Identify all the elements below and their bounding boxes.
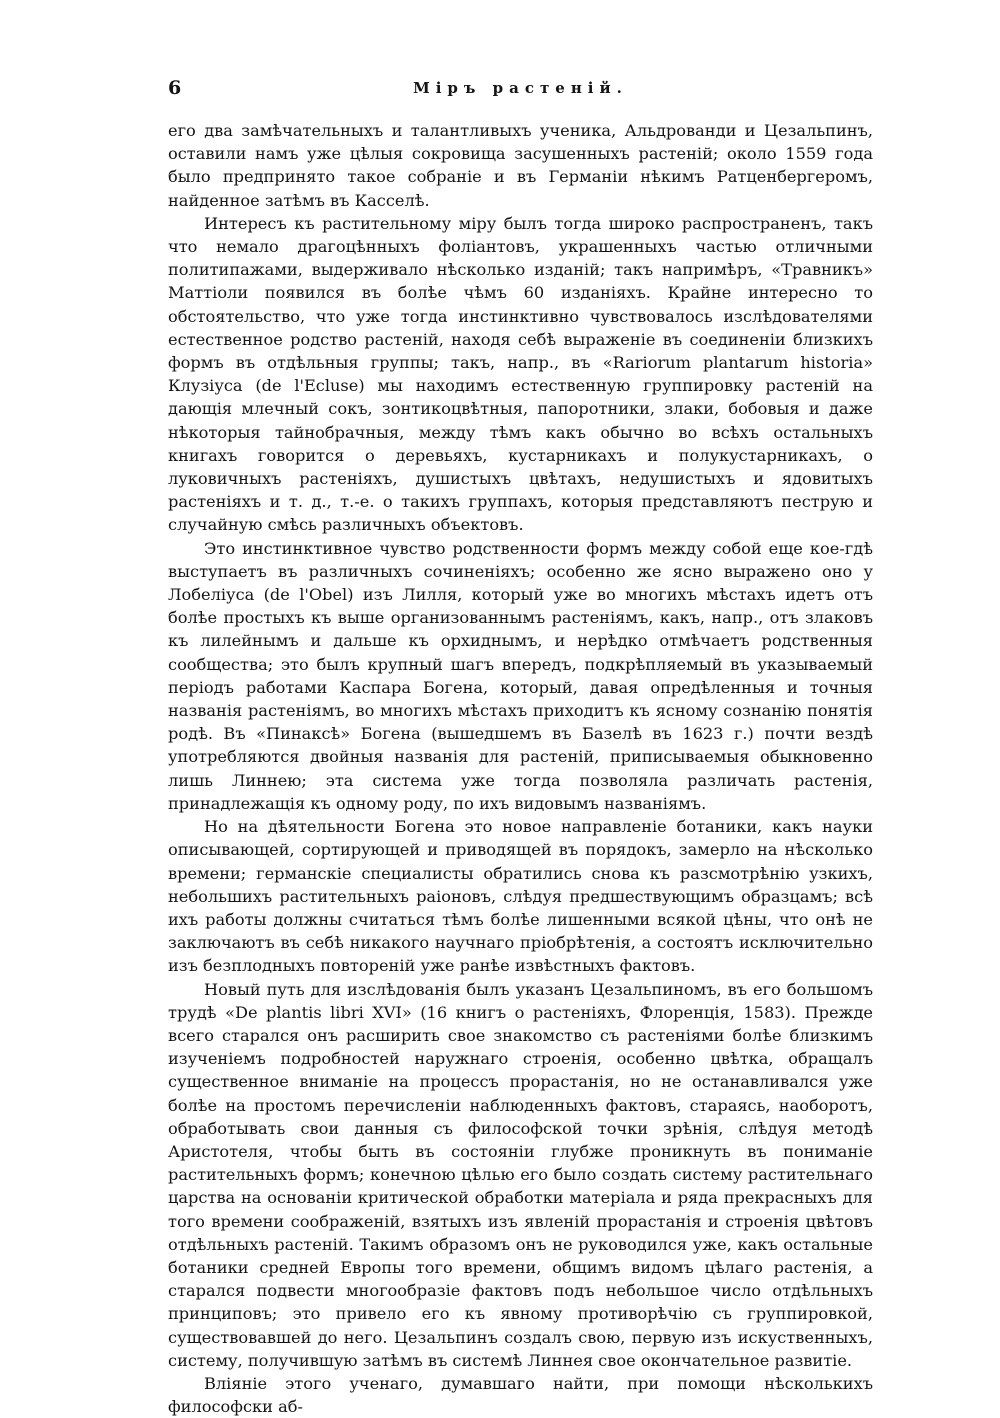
paragraph: Это инстинктивное чувство родственности формъ между собой еще кое-гдѣ выступаетъ въ различныхъ сочиненіяхъ; особенно же ясно выражено оно у Лобеліуса (de l'Obel) изъ Лилля, который уже во многихъ мѣстахъ идетъ отъ болѣе простыхъ къ выше организованнымъ растеніямъ, какъ, напр., отъ злаковъ къ лилейнымъ и дальше къ орхиднымъ, и нерѣдко отмѣчаетъ родственныя сообщества; это былъ крупный шагъ впередъ, подкрѣпляемый въ указываемый періодъ работами Каспара Богена, который, давая опредѣленныя и точныя названія растеніямъ, во многихъ мѣстахъ приходитъ къ ясному сознанію понятія родѣ. Въ «Пинаксѣ» Богена (вышедшемъ въ Базелѣ въ 1623 г.) почти вездѣ употребляются двойныя названія для растеній, приписываемыя обыкновенно лишь Линнею; эта система уже тогда позволяла различать растенія, принадлежащія къ одному роду, по ихъ видовымъ названіямъ. — [168, 538, 873, 813]
page-header — [168, 76, 873, 100]
paragraph: Новый путь для изслѣдованія былъ указанъ Цезальпиномъ, въ его большомъ трудѣ «De plantis libri XVI» (16 книгъ о растеніяхъ, Флоренція, 1583). Прежде всего старался онъ расширить свое знакомство съ растеніями болѣе близкимъ изученіемъ подробностей наружнаго строенія, особенно цвѣтка, обращалъ существенное вниманіе на процессъ прорастанія, но не останавливался уже болѣе на простомъ перечисленіи наблюденныхъ фактовъ, стараясь, наоборотъ, обработывать свои данныя съ философской точки зрѣнія, слѣдуя методѣ Аристотеля, чтобы быть въ состояніи глубже проникнуть въ пониманіе растительныхъ формъ; конечною цѣлью его было создать систему растительнаго царства на основаніи критической обработки матеріала и ряда прекрасныхъ для того времени соображеній, взятыхъ изъ явленій прорастанія и строенія цвѣтовъ отдѣльныхъ растеній. Такимъ образомъ онъ не руководился уже, какъ остальные ботаники средней Европы того времени, общимъ видомъ цѣлаго растенія, а старался подвести многообразіе фактовъ подъ небольшое число отдѣльныхъ принциповъ; это привело его къ явному противорѣчію съ группировкой, существовавшей до него. Цезальпинъ создалъ свою, первую изъ искуственныхъ, систему, получившую затѣмъ въ системѣ Линнея свое окончательное развитіе. — [168, 979, 873, 1370]
paragraph: Но на дѣятельности Богена это новое направленіе ботаники, какъ науки описывающей, сортирующей и приводящей въ порядокъ, замерло на нѣсколько времени; германскіе специалисты обратились снова къ разсмотрѣнію узкихъ, небольшихъ растительныхъ раіоновъ, слѣдуя предшествующимъ образцамъ; всѣ ихъ работы должны считаться тѣмъ болѣе лишенными всякой цѣны, что онѣ не заключаютъ въ себѣ никакого научнаго пріобрѣтенія, а состоятъ исключительно изъ безплодныхъ повтореній уже ранѣе извѣстныхъ фактовъ. — [168, 817, 873, 976]
paragraph-continuation: его два замѣчательныхъ и талантливыхъ ученика, Альдрованди и Цезальпинъ, оставили намъ уже цѣлыя сокровища засушенныхъ растеній; около 1559 года было предпринято такое собраніе и въ Германіи нѣкимъ Ратценбергеромъ, найденное затѣмъ въ Касселѣ. — [168, 121, 873, 210]
paragraph: Интересъ къ растительному міру былъ тогда широко распространенъ, такъ что немало драгоцѣнныхъ фоліантовъ, украшенныхъ частью отличными политипажами, выдерживало нѣсколько изданій; такъ напримѣръ, «Травникъ» Маттіоли появился въ болѣе чѣмъ 60 изданіяхъ. Крайне интересно то обстоятельство, что уже тогда инстинктивно чувствовалось изслѣдователями естественное родство растеній, находя себѣ выраженіе въ соединеніи близкихъ формъ въ отдѣльныя группы; такъ, напр., въ «Rariorum plantarum historia» Клузіуса (de l'Ecluse) мы находимъ естественную группировку растеній на дающія млечный сокъ, зонтикоцвѣтныя, папоротники, злаки, бобовыя и даже нѣкоторыя тайнобрачныя, между тѣмъ какъ обычно во всѣхъ остальныхъ книгахъ говорится о деревьяхъ, кустарникахъ и полукустарникахъ, о луковичныхъ растеніяхъ, душистыхъ цвѣтахъ, недушистыхъ и ядовитыхъ растеніяхъ и т. д., т.-е. о такихъ группахъ, которыя представляютъ пеструю и случайную смѣсь различныхъ объектовъ. — [168, 213, 873, 535]
body-text — [168, 119, 873, 1418]
running-title: Міръ растеній. — [413, 79, 628, 97]
page-number: 6 — [168, 77, 182, 99]
paragraph-incomplete: Вліяніе этого ученаго, думавшаго найти, при помощи нѣсколькихъ философски аб- — [168, 1373, 873, 1417]
